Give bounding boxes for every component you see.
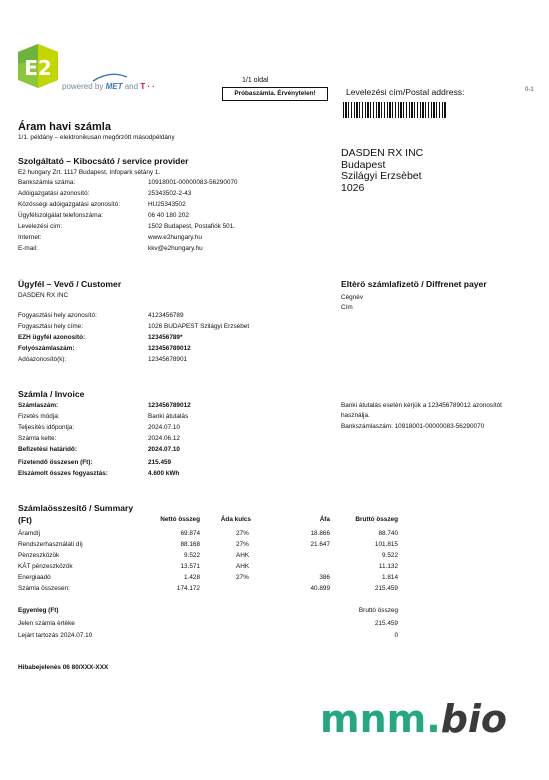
- document-title: Áram havi számla: [18, 121, 111, 133]
- invoice-row: Számlaszám: 123456789012: [18, 402, 191, 409]
- address-line: 1026: [341, 181, 365, 194]
- invoice-row: Elszámolt összes fogyasztás: 4.600 kWh: [18, 470, 180, 477]
- col-vat: Áfa: [319, 516, 330, 523]
- customer-row: Fogyasztási hely címe: 1026 BUDAPEST Szilágyi Erzsèbet: [18, 323, 250, 330]
- invoice-row: Fizetès módja: Banki átutalás: [18, 413, 189, 420]
- balance-row: Jelen számla èrtèke 215.459: [18, 620, 398, 627]
- bank-account-note: Bankszámlaszám: 10918001-00000083-56290070: [341, 423, 485, 430]
- met-swoosh-icon: [92, 69, 128, 79]
- summary-row: Energiaadó 1.428 27% 386 1.814: [18, 574, 398, 581]
- col-net: Nettó összeg: [160, 516, 200, 523]
- barcode: [343, 102, 447, 118]
- customer-name: DASDEN RX INC: [18, 292, 69, 299]
- customer-heading: Ügyfél – Vevő / Customer: [18, 279, 122, 289]
- customer-row: Fogyasztási hely azonosító: 4123456789: [18, 312, 184, 319]
- summary-unit: (Ft): [18, 515, 32, 525]
- e2-logo: [14, 42, 62, 90]
- test-invoice-stamp: Próbaszámla. Érvénytelen!: [222, 87, 328, 101]
- brand-watermark: [320, 697, 507, 741]
- customer-row: Adóazonosító(k): 12345678901: [18, 356, 188, 363]
- col-gross: Bruttó összeg: [355, 516, 398, 523]
- page-code: 0-1: [525, 87, 534, 93]
- provider-row: E-mail: kkv@e2hungary.hu: [18, 245, 203, 252]
- summary-total-row: Számla összesen: 174.172 40.899 215.459: [18, 585, 398, 592]
- balance-row: Lejárt tartozás 2024.07.10 0: [18, 632, 398, 639]
- provider-row: Adóigazgatási azonosító: 25343502-2-43: [18, 190, 192, 197]
- customer-row: EZH ügyfél azonosító: 123456789*: [18, 334, 183, 341]
- telekom-logo: T · ·: [140, 82, 155, 91]
- payer-address: Cím: [341, 304, 353, 311]
- page-indicator: 1/1 oldal: [242, 77, 269, 84]
- invoice-row: Számla kelte: 2024.06.12: [18, 435, 180, 442]
- provider-row: Bankszámla száma: 10918001-00000083-56290070: [18, 179, 238, 186]
- balance-gross-heading: Bruttó összeg: [358, 607, 398, 614]
- powered-and: and: [124, 82, 139, 91]
- summary-row: Pènzeszközök 9.522 AHK 9.522: [18, 552, 398, 559]
- invoice-heading: Számla / Invoice: [18, 389, 85, 399]
- summary-row: KÁT pènzeszközök 13.571 AHK 11.132: [18, 563, 398, 570]
- invoice-row: Befizetèsi határidő: 2024.07.10: [18, 446, 180, 453]
- invoice-row: Fizetendő összesen (Ft): 215.459: [18, 459, 172, 466]
- invoice-row: Teljesítès időpontja: 2024.07.10: [18, 424, 180, 431]
- provider-heading: Szolgáltató – Kibocsátó / service provider: [18, 156, 189, 166]
- provider-row: Levelezési cím: 1502 Budapest, Postafiók 501.: [18, 223, 236, 230]
- powered-by-label: powered by: [62, 82, 104, 91]
- met-logo: MET: [105, 82, 123, 91]
- balance-heading: Egyenleg (Ft): [18, 607, 59, 614]
- powered-by: [62, 82, 155, 91]
- payment-note: Banki átutalás esetèn kèrjük a 123456789012 azonosítót: [341, 402, 502, 409]
- customer-row: Folyószámlaszám: 123456789012: [18, 345, 191, 352]
- col-vat-rate: Áda kulcs: [220, 516, 251, 523]
- payer-company: Cègnèv: [341, 294, 364, 301]
- brand-bio: bio: [440, 697, 508, 741]
- provider-row: Közösségi adóigazgatási azonosító: HU25343502: [18, 201, 186, 208]
- provider-row: Internet: www.e2hungary.hu: [18, 234, 202, 241]
- brand-main: mnm.: [320, 697, 441, 741]
- provider-row: Ügyfélszolgálat telefonszáma: 06 40 180 202: [18, 212, 189, 219]
- fault-hotline: Hibabejelenès 06 80/XXX-XXX: [18, 664, 109, 671]
- svg-text:E2: E2: [24, 56, 52, 80]
- payer-heading: Eltèrö számlafizetö / Diffrenet payer: [341, 279, 487, 289]
- address-line: Szilágyi Erzsèbet: [341, 170, 422, 182]
- address-line: DASDEN RX INC: [341, 147, 424, 159]
- document-subtitle: 1/1. példány – elektronikusan megőrzött másodpéldány: [18, 134, 175, 141]
- provider-address: E2 hungary Zrt. 1117 Budapest, Infopark sétány 1.: [18, 169, 161, 176]
- summary-row: Áramdíj 69.874 27% 18.866 88.740: [18, 530, 398, 537]
- summary-heading: Számlaösszesítő / Summary: [18, 503, 134, 513]
- payment-note-cont: használja.: [341, 412, 370, 419]
- address-line: Budapest: [341, 158, 386, 171]
- summary-row: Rendszerhasználati díj 88.168 27% 21.647 101.815: [18, 541, 398, 548]
- postal-address-label: Levelezési cím/Postal address:: [346, 87, 465, 97]
